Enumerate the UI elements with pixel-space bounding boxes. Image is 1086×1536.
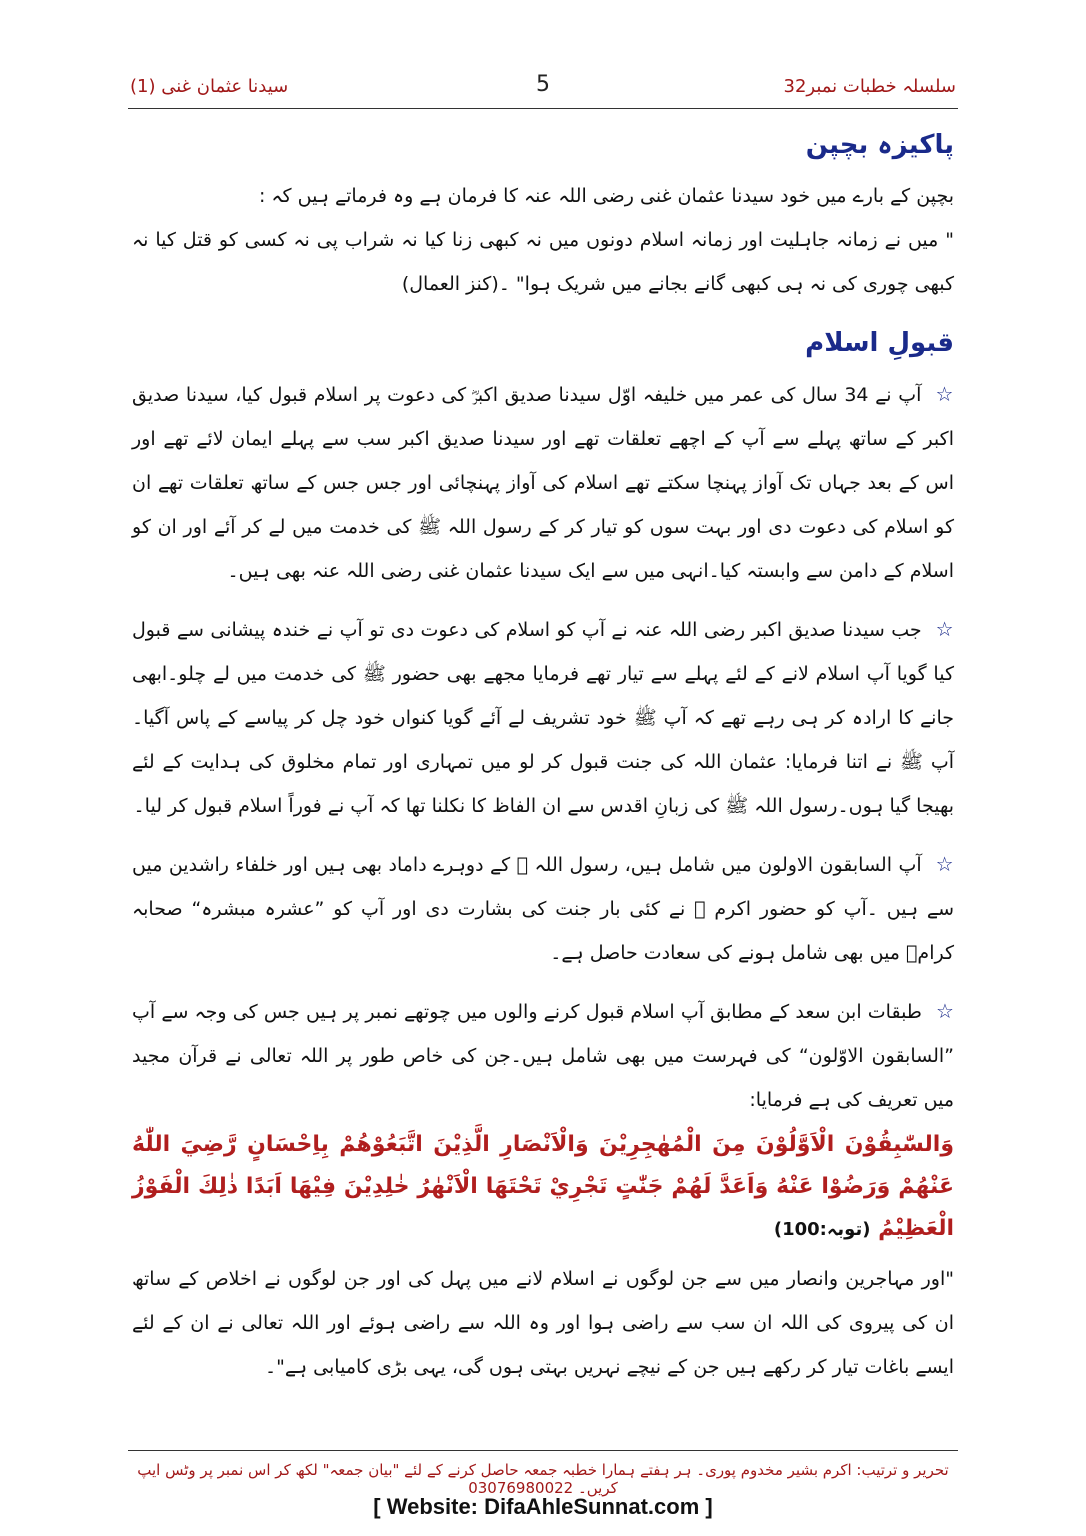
star-icon: ☆ bbox=[935, 999, 954, 1023]
section-heading-islam: قبولِ اسلام bbox=[805, 328, 954, 358]
header-chapter-title: سیدنا عثمان غنی (1) bbox=[130, 76, 289, 97]
bullet-text: جب سیدنا صدیق اکبر رضی اللہ عنہ نے آپ کو اسلام کی دعوت دی تو آپ نے خندہ پیشانی سے قبول کیا گویا آپ اسلام لانے کے لئے پہلے سے تیار تھے فرمایا مجھے بھی حضور ﷺ کی خدمت میں لے چلو۔ابھی جانے کا ارادہ کر ہی رہے تھے کہ آپ ﷺ خود تشریف لے آئے گویا کنواں خود چل کر پیاسے کے پاس آگیا۔آپ ﷺ نے اتنا فرمایا: عثمان اللہ کی جنت قبول کر لو میں تمہاری اور تمام مخلوق کی ہدایت کے لئے بھیجا گیا ہوں۔رسول اللہ ﷺ کی زبانِ اقدس سے ان الفاظ کا نکلنا تھا کہ آپ نے فوراً اسلام قبول کر لیا۔ bbox=[132, 619, 954, 817]
bullet-paragraph bbox=[132, 372, 954, 593]
bullet-text: طبقات ابن سعد کے مطابق آپ اسلام قبول کرنے والوں میں چوتھے نمبر پر ہیں جس کی وجہ سے آپ ”السابقون الاوّلون“ کی فہرست میں بھی شامل ہیں۔جن کی خاص طور پر اللہ تعالی نے قرآن مجید میں تعریف کی ہے فرمایا: bbox=[132, 1001, 954, 1111]
star-icon: ☆ bbox=[935, 617, 954, 641]
header-series-title: سلسلہ خطبات نمبر32 bbox=[783, 76, 956, 97]
footer-credit: تحریر و ترتیب: اکرم بشیر مخدوم پوری۔ ہر ہفتے ہمارا خطبہ جمعہ حاصل کرنے کے لئے "بیان جمعہ" لکھ کر اس نمبر پر وٹس ایپ کریں۔ 03076980022 bbox=[137, 1461, 949, 1497]
section-heading-childhood: پاکیزہ بچپن bbox=[805, 130, 954, 160]
article-body bbox=[132, 118, 954, 1389]
bullet-paragraph bbox=[132, 607, 954, 828]
page-number: 5 bbox=[536, 72, 550, 97]
verse-translation: "اور مہاجرین وانصار میں سے جن لوگوں نے اسلام لانے میں پہل کی اور جن لوگوں نے اخلاص کے ساتھ ان کی پیروی کی اللہ ان سب سے راضی ہوا اور وہ اللہ سے راضی ہوئے اور اللہ تعالی نے ان کے لئے ایسے باغات تیار کر رکھے ہیں جن کے نیچے نہریں بہتی ہوں گی، یہی بڑی کامیابی ہے"۔ bbox=[132, 1268, 954, 1378]
bullet-paragraph bbox=[132, 989, 954, 1122]
website-link[interactable]: [ Website: DifaAhleSunnat.com ] bbox=[373, 1494, 713, 1519]
bullet-text: آپ نے 34 سال کی عمر میں خلیفہ اوّل سیدنا صدیق اکبرؓ کی دعوت پر اسلام قبول کیا، سیدنا صدیق اکبر کے ساتھ پہلے سے آپ کے اچھے تعلقات تھے اور سیدنا صدیق اکبر سب سے پہلے ایمان لائے تھے اور اس کے بعد جہاں تک آواز پہنچا سکتے تھے اسلام کی آواز پہنچائی اور جس جس کے ساتھ تعلقات تھے ان کو اسلام کی دعوت دی اور بہت سوں کو تیار کر کے رسول اللہ ﷺ کی خدمت میں لے کر آئے اور ان کو اسلام کے دامن سے وابستہ کیا۔انہی میں سے ایک سیدنا عثمان غنی رضی اللہ عنہ بھی ہیں۔ bbox=[132, 384, 954, 582]
page-footer bbox=[128, 1450, 958, 1497]
quran-verse bbox=[132, 1124, 954, 1251]
star-icon: ☆ bbox=[935, 852, 955, 876]
bullet-paragraph bbox=[132, 842, 954, 975]
star-icon: ☆ bbox=[935, 382, 954, 406]
quran-verse-text: وَالسّٰبِقُوْنَ الْاَوَّلُوْنَ مِنَ الْمُهٰجِرِيْنَ وَالْاَنْصَارِ الَّذِيْنَ اتَّبَعُوْهُمْ بِاِحْسَانٍ رَّضِيَ اللّٰهُ عَنْهُمْ وَرَضُوْا عَنْهُ وَاَعَدَّ لَهُمْ جَنّٰتٍ تَجْرِيْ تَحْتَهَا الْاَنْهٰرُ خٰلِدِيْنَ فِيْهَا اَبَدًا ذٰلِكَ الْفَوْزُ الْعَظِيْمُ bbox=[132, 1132, 954, 1241]
childhood-quote: " میں نے زمانہ جاہلیت اور زمانہ اسلام دونوں میں نہ کبھی زنا کیا نہ شراب پی نہ کسی کو قتل کیا نہ کبھی چوری کی نہ ہی کبھی گانے بجانے میں شریک ہوا" ۔(کنز العمال) bbox=[132, 229, 954, 295]
page-header bbox=[128, 70, 958, 109]
verse-reference: (توبہ:100) bbox=[773, 1219, 871, 1240]
childhood-intro: بچپن کے بارے میں خود سیدنا عثمان غنی رضی اللہ عنہ کا فرمان ہے وہ فرماتے ہیں کہ : bbox=[258, 185, 954, 207]
bullet-text: آپ السابقون الاولون میں شامل ہیں، رسول اللہ ﷺ کے دوہرے داماد بھی ہیں اور خلفاء راشدین میں سے ہیں ۔آپ کو حضور اکرم ﷺ نے کئی بار جنت کی بشارت دی اور آپ کو ”عشرہ مبشرہ“ صحابہ کرامؓ میں بھی شامل ہونے کی سعادت حاصل ہے۔ bbox=[132, 854, 954, 964]
